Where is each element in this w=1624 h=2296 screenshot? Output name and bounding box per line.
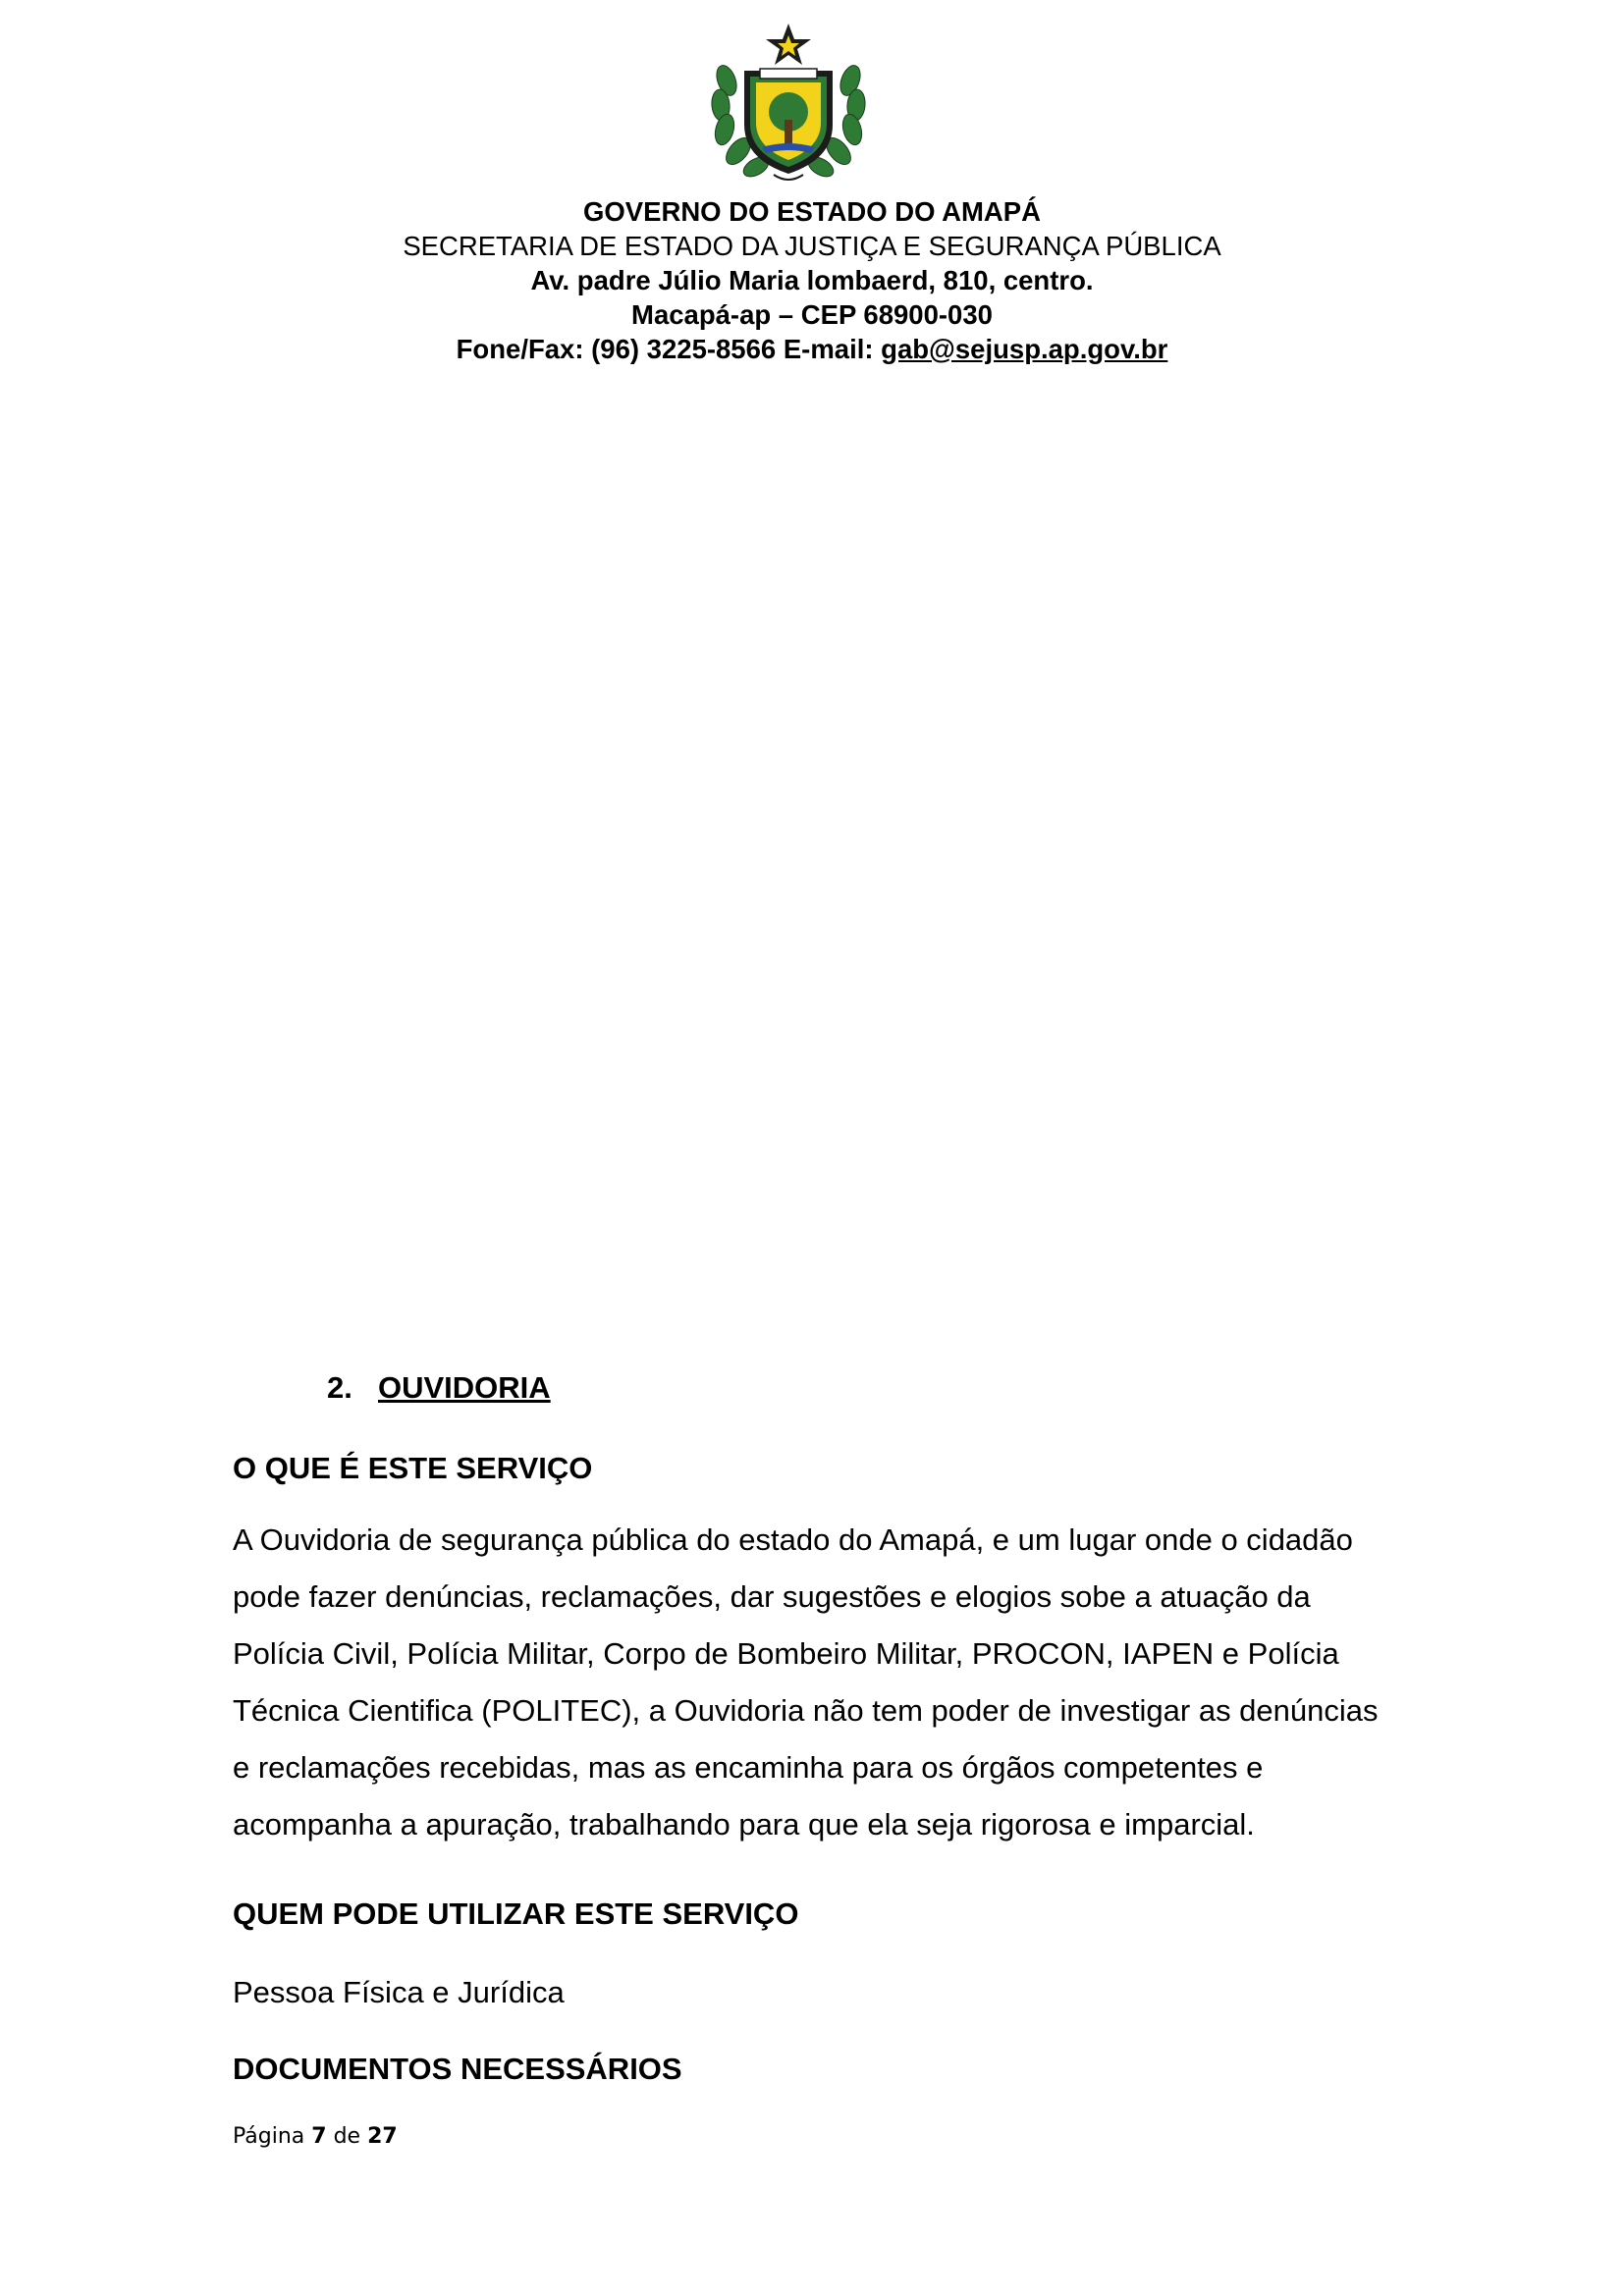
header-government: GOVERNO DO ESTADO DO AMAPÁ (583, 196, 1041, 227)
header-contact (0, 332, 1624, 366)
who-heading: QUEM PODE UTILIZAR ESTE SERVIÇO (233, 1896, 799, 1931)
header-secretariat: SECRETARIA DE ESTADO DA JUSTIÇA E SEGURANÇA PÚBLICA (403, 231, 1221, 261)
paragraph-line: Técnica Cientifica (POLITEC), a Ouvidoria não tem poder de investigar as denúncias (233, 1693, 1379, 1728)
paragraph-line: acompanha a apuração, trabalhando para que ela seja rigorosa e imparcial. (233, 1807, 1255, 1842)
header-email-link[interactable]: gab@sejusp.ap.gov.br (881, 334, 1168, 364)
header-city-cep: Macapá-ap – CEP 68900-030 (631, 299, 993, 330)
section-number: 2. (327, 1370, 352, 1405)
paragraph-line: A Ouvidoria de segurança pública do estado do Amapá, e um lugar onde o cidadão (233, 1522, 1353, 1557)
document-header (0, 194, 1624, 366)
footer-label: Página (233, 2124, 305, 2149)
paragraph-line: e reclamações recebidas, mas as encaminha para os órgãos competentes e (233, 1750, 1264, 1785)
footer-page-number: 7 (311, 2124, 327, 2149)
paragraph-line: pode fazer denúncias, reclamações, dar sugestões e elogios sobe a atuação da (233, 1579, 1311, 1614)
section-title (327, 1370, 551, 1406)
documents-heading: DOCUMENTOS NECESSÁRIOS (233, 2052, 682, 2086)
section-name: OUVIDORIA (378, 1370, 551, 1405)
coat-of-arms-icon (705, 22, 872, 188)
footer-total-pages: 27 (367, 2124, 398, 2149)
header-phone: Fone/Fax: (96) 3225-8566 E-mail: (456, 334, 882, 364)
page-footer (233, 2124, 398, 2149)
what-heading: O QUE É ESTE SERVIÇO (233, 1451, 593, 1485)
footer-of: de (333, 2124, 361, 2149)
header-address: Av. padre Júlio Maria lombaerd, 810, centro. (530, 265, 1094, 295)
paragraph-line: Polícia Civil, Polícia Militar, Corpo de Bombeiro Militar, PROCON, IAPEN e Polícia (233, 1636, 1339, 1671)
who-text: Pessoa Física e Jurídica (233, 1975, 565, 2009)
what-paragraph (233, 1512, 1488, 1853)
